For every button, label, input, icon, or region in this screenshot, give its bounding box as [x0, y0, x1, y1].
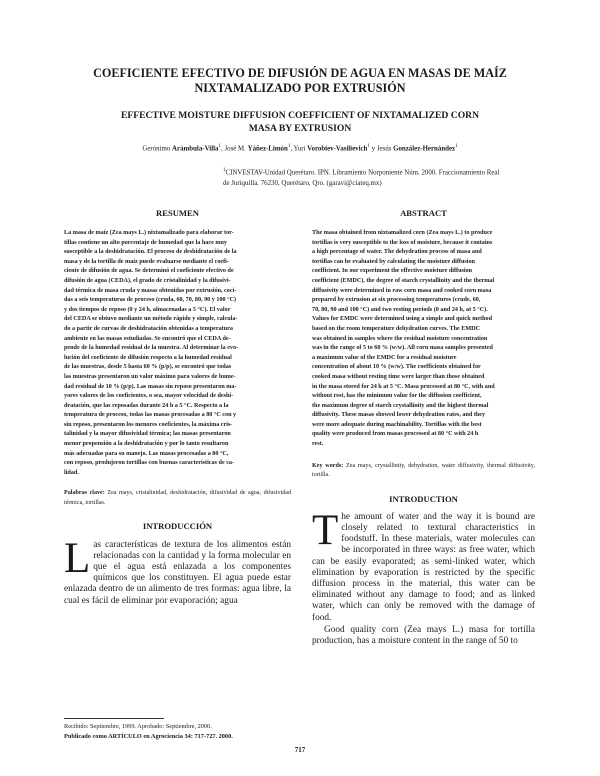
title-es-line-1: COEFICIENTE EFECTIVO DE DIFUSIÓN DE AGUA EN MASAS DE MAÍZ — [93, 66, 507, 80]
resumen-line: dratación, que las reposadas durante 24 h a 5 °C. Respecto a la — [64, 402, 229, 409]
resumen-line: ambiente en las masas estudiadas. Se encontró que el CEDA de- — [64, 335, 231, 342]
resumen-line: de las muestras, desde 5 hasta 60 % (p/p), se encontró que todas — [64, 364, 232, 371]
author-first-name: José M. — [224, 145, 246, 153]
resumen-line: las muestras presentaron un valor máximo para valores de hume- — [64, 373, 236, 380]
title-en-line-1: EFFECTIVE MOISTURE DIFFUSION COEFFICIENT OF NIXTAMALIZED CORN — [120, 110, 480, 121]
title-en-line-2: MASA BY EXTRUSION — [248, 122, 352, 134]
introduccion-text: as características de textura de los alimentos están relacionadas con la cantidad y la forma molecular en que el agua está enlazada a los componentes químicos que los constituyen. El agua puede estar enlazada dentro de un alimento de tres formas: agua libre, la cual es fácil de eliminar por evaporación; agua — [64, 539, 291, 606]
abstract-line: cooked masa without resting time were larger than those obtained — [312, 373, 485, 380]
resumen-line: ciente de difusión de agua. Se determinó el coeficiente efectivo de — [64, 268, 234, 275]
palabras-clave — [64, 489, 291, 508]
author-list: Gerónimo Arámbula-Villa$^1$, José M. Yáñez-Limón$^1$, Yuri Vorobiev-Vasilievich$^1$ y Jesús González-Hernández$^1$ — [142, 144, 458, 153]
abstract-body — [312, 229, 535, 450]
author-affiliation-mark: 1 — [367, 144, 370, 149]
key-words-text: Zea mays, crystallinity, dehydration, water diffusivity, thermal diffusivity, tortilla. — [312, 462, 535, 479]
abstract-line: diffusivity were determined in raw corn masa and cooked corn masa — [312, 287, 492, 294]
resumen-line: das a seis temperaturas de proceso (cruda, 60, 70, 80, 90 y 100 °C) — [64, 297, 237, 304]
author-last-name: González-Hernández — [393, 145, 456, 153]
author-last-name: Yáñez-Limón — [247, 145, 288, 153]
abstract-line: tortillas can be evaluated by calculating the moisture diffusion — [312, 258, 475, 265]
abstract-line: based on the room temperature dehydration curves. The EMDC — [312, 325, 481, 332]
resumen-line: lidad. — [64, 469, 79, 476]
abstract-line: 70, 80, 90 and 100 °C) and two resting periods (0 and 24 h, at 5 °C). — [312, 306, 488, 313]
resumen-line: lución del coeficiente de difusión respecto a la humedad residual — [64, 354, 232, 361]
author-first-name: Jesús — [376, 145, 392, 153]
abstract-line: diffusivity. These masas showed lower dehydration rates, and they — [312, 412, 486, 419]
resumen-line: tillas contiene un alto porcentaje de humedad que la hace muy — [64, 239, 227, 246]
introduccion-heading: INTRODUCCIÓN — [142, 520, 213, 531]
resumen-line: más adecuadas para su manejo. Las masas procesadas a 80 °C, — [64, 450, 229, 457]
resumen-line: dad térmica de masa cruda y masas obtenidas por extrusión, coci- — [64, 287, 237, 294]
page-number: 717 — [294, 746, 306, 754]
abstract-line: was in the range of 5 to 60 % (w/w). All corn masa samples presented — [312, 345, 493, 352]
abstract-line: in the masa stored for 24 h at 5 °C. Masa processed at 80 °C, with and — [312, 383, 495, 390]
title-spanish — [60, 66, 540, 96]
resumen-heading: RESUMEN — [156, 208, 199, 218]
key-words — [312, 462, 535, 481]
resumen-line: difusión de agua (CEDA), el grado de cristalinidad y la difusivi- — [64, 277, 231, 284]
introduccion-dropcap: L — [64, 534, 91, 582]
introduction-heading: INTRODUCTION — [389, 493, 458, 504]
resumen-body — [64, 229, 291, 478]
author-conjunction: y — [371, 145, 376, 153]
right-column — [312, 208, 535, 647]
author-last-name: Arámbula-Villa — [172, 145, 219, 153]
abstract-line: Values for EMDC were determined using a simple and quick method — [312, 316, 493, 323]
resumen-line: y dos tiempos de reposo (0 y 24 h, almacenadas a 5 °C). El valor — [64, 306, 231, 313]
author-affiliation-mark: 1 — [287, 144, 291, 149]
abstract-line: prepared by extrusion at six processing temperatures (crude, 60, — [312, 297, 481, 304]
author-first-name: Yuri — [293, 145, 306, 153]
resumen-line: del CEDA se obtuvo mediante un método rápido y simple, calcula- — [64, 316, 238, 323]
abstract-heading: ABSTRACT — [400, 208, 447, 218]
abstract-line: the maximum degree of starch crystallinity and the highest thermal — [312, 402, 489, 409]
left-column — [64, 208, 291, 607]
author-affiliation-mark: 1 — [218, 144, 221, 149]
affiliation-line-1: CINVESTAV-Unidad Querétaro. IPN. Libramiento Norponiente Núm. 2000. Fraccionamiento Real — [225, 169, 500, 177]
key-words-label: Key words: — [312, 462, 344, 469]
abstract-line: coefficient (EMDC), the degree of starch crystallinity and the thermal — [312, 277, 495, 284]
footnote — [64, 722, 304, 741]
resumen-line: talinidad y la mayor difusividad térmica; las masas presentaron — [64, 431, 231, 438]
footnote-published: Publicado como ARTÍCULO en Agrociencia 34: 717-727. 2000. — [64, 732, 233, 740]
resumen-line: pende de la humedad residual de la muestra. Al determinar la evo- — [64, 345, 239, 352]
resumen-line: yores valores de los coeficientes, o sea, mayor velocidad de deshi- — [64, 393, 234, 400]
abstract-line: concentration of about 10 % (w/w). The coefficients obtained for — [312, 364, 481, 371]
abstract-line: quality were produced from masas processed at 80 °C with 24 h — [312, 431, 479, 438]
author-last-name: Vorobiev-Vasilievich — [307, 145, 368, 153]
resumen-line: con reposo, produjeron tortillas con buenas características de ca- — [64, 460, 235, 467]
resumen-line: masa y de la tortilla de maíz puede evaluarse mediante el coefi- — [64, 258, 229, 265]
introduction-dropcap: T — [312, 506, 339, 554]
abstract-line: a maximum value of the EMDC for a residual moisture — [312, 354, 457, 361]
abstract-line: was obtained in samples where the residual moisture concentration — [312, 335, 488, 342]
title-english — [70, 110, 530, 135]
abstract-line: were more adequate during machinability. Tortillas with the best — [312, 421, 482, 428]
resumen-line: susceptible a la deshidratación. El proceso de deshidratación de la — [64, 249, 237, 256]
introduccion-paragraph — [64, 534, 291, 607]
resumen-line: temperatura de proceso, todas las masas procesadas a 80 °C con y — [64, 412, 237, 419]
palabras-clave-text: Zea mays, cristalinidad, deshidratación, difusividad de agua, difusividad térmica, tortillas. — [64, 490, 291, 507]
title-es-line-2: NIXTAMALIZADO POR EXTRUSIÓN — [194, 81, 406, 95]
introduction-paragraph-1 — [312, 506, 535, 624]
resumen-line: dad residual de 10 % (p/p). Las masas sin reposo presentaron ma- — [64, 383, 237, 390]
abstract-line: coefficient. In our experiment the effective moisture diffusion — [312, 268, 473, 275]
resumen-line: do a partir de curvas de deshidratación obtenidas a temperatura — [64, 325, 233, 332]
resumen-line: La masa de maíz (Zea mays L.) nixtamalizado para elaborar tor- — [64, 230, 234, 236]
abstract-line: without rest, has the minimum value for the diffusion coefficient, — [312, 393, 482, 400]
resumen-line: menor propensión a la deshidratación y por lo tanto resultaron — [64, 441, 229, 448]
palabras-clave-label: Palabras clave: — [64, 490, 105, 497]
affiliation-line-2: de Juriquilla. 76230, Querétaro, Qro. (garavi@ciateq.mx) — [223, 180, 382, 188]
introduction-text-1: he amount of water and the way it is bound are closely related to textural characteristics in foodstuff. In these materials, water molecules can be incorporated in three ways: as free water, which can be easily evaporated; as semi-linked water, which elimination by evaporation is restricted by the specific diffusion process in the material, this water can be eliminated without any damage to food; and as linked water, which can only be removed with the damage of food. — [312, 511, 535, 623]
affiliation — [223, 165, 523, 189]
author-first-name: Gerónimo — [142, 145, 171, 153]
author-affiliation-mark: 1 — [455, 144, 458, 149]
abstract-line: a high percentage of water. The dehydration process of masa and — [312, 249, 482, 256]
footnote-divider — [64, 718, 164, 719]
abstract-line: rest. — [312, 441, 324, 448]
footnote-received: Recibido: Septiembre, 1999. Aprobado: Septiembre, 2000. — [64, 723, 212, 730]
abstract-line: The masa obtained from nixtamalized corn (Zea mays L.) to produce — [312, 230, 493, 236]
introduction-paragraph-2: Good quality corn (Zea mays L.) masa for tortilla production, has a moisture content in the range of 50 to — [312, 624, 535, 647]
resumen-line: sin reposo, presentaron los menores coeficientes, la máxima cris- — [64, 421, 233, 428]
abstract-line: tortillas is very susceptible to the loss of moisture, because it contains — [312, 239, 493, 246]
affiliation-mark: 1 — [223, 168, 226, 173]
